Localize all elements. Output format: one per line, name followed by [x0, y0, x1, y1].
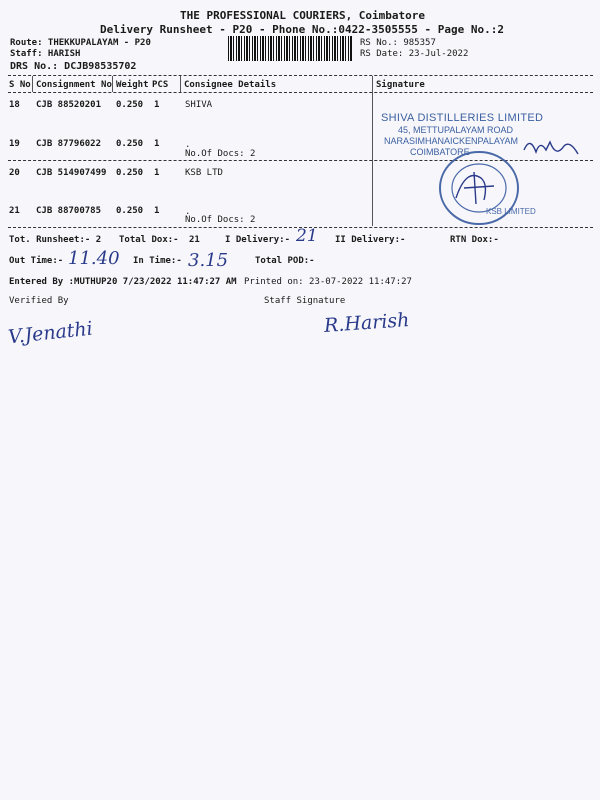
- out-time-value: 11.40: [68, 248, 120, 269]
- row-consignment: CJB 88520201: [36, 100, 102, 110]
- row-consignee: KSB LTD: [185, 168, 223, 178]
- out-time-label: Out Time:-: [9, 256, 64, 266]
- staff-signature-label: Staff Signature: [264, 296, 346, 306]
- seal-text: KSB LIMITED: [486, 207, 536, 216]
- row-consignee: SHIVA: [185, 100, 213, 110]
- barcode: [228, 36, 352, 61]
- row-consignee: .: [185, 207, 191, 217]
- col-header-consignee: Consignee Details: [184, 80, 277, 90]
- rs-number: RS No.: 985357: [360, 38, 436, 48]
- table-top-rule: [8, 75, 593, 76]
- stamp-address-3: COIMBATORE: [410, 147, 470, 157]
- row-docs: No.Of Docs: 2: [185, 149, 256, 159]
- col-header-signature: Signature: [376, 80, 425, 90]
- total-runsheet: Tot. Runsheet:- 2: [9, 235, 102, 245]
- i-delivery-value: 21: [296, 226, 318, 246]
- verified-by-signature: V.Jenathi: [7, 317, 94, 349]
- stamp-company: SHIVA DISTILLERIES LIMITED: [381, 112, 544, 124]
- row-pcs: 1: [154, 168, 160, 178]
- row-weight: 0.250: [116, 100, 144, 110]
- row-pcs: 1: [154, 139, 160, 149]
- verified-by-label: Verified By: [9, 296, 69, 306]
- i-delivery-label: I Delivery:-: [225, 235, 291, 245]
- row-weight: 0.250: [116, 168, 144, 178]
- row-pcs: 1: [154, 206, 160, 216]
- receiver-signature: [520, 132, 582, 162]
- stamp-address-1: 45, METTUPALAYAM ROAD: [398, 125, 514, 135]
- staff-signature: R.Harish: [323, 309, 411, 337]
- ii-delivery-label: II Delivery:-: [335, 235, 406, 245]
- col-header-weight: Weight: [116, 80, 149, 90]
- row-weight: 0.250: [116, 206, 144, 216]
- table-header-rule: [8, 92, 593, 93]
- row-sno: 18: [9, 100, 20, 110]
- in-time-label: In Time:-: [133, 256, 182, 266]
- col-header-sno: S No: [9, 80, 31, 90]
- runsheet-title: Delivery Runsheet - P20 - Phone No.:0422-3505555 - Page No.:2: [100, 23, 504, 36]
- in-time-value: 3.15: [188, 250, 229, 271]
- drs-number: DRS No.: DCJB98535702: [10, 61, 137, 72]
- entered-by: Entered By :MUTHUP20 7/23/2022 11:47:27 AM: [9, 277, 237, 287]
- row-consignment: CJB 514907499: [36, 168, 107, 178]
- row-docs: No.Of Docs: 2: [185, 215, 256, 225]
- rs-date: RS Date: 23-Jul-2022: [360, 49, 469, 59]
- row-sno: 20: [9, 168, 20, 178]
- route-label: Route: THEKKUPALAYAM - P20: [10, 38, 151, 48]
- row-sno: 21: [9, 206, 20, 216]
- row-sno: 19: [9, 139, 20, 149]
- row-consignment: CJB 87796022: [36, 139, 102, 149]
- seal-stamp: [436, 148, 536, 228]
- col-divider: [32, 76, 33, 92]
- col-divider: [372, 76, 373, 226]
- col-header-consignment: Consignment No: [36, 80, 112, 90]
- staff-label: Staff: HARISH: [10, 49, 81, 59]
- col-header-pcs: PCS: [152, 80, 169, 90]
- total-dox-label: Total Dox:-: [119, 235, 179, 245]
- total-dox-value: 21: [189, 235, 200, 245]
- stamp-address-2: NARASIMHANAICKENPALAYAM: [384, 136, 519, 146]
- row-weight: 0.250: [116, 139, 144, 149]
- printed-on: Printed on: 23-07-2022 11:47:27: [244, 277, 412, 287]
- row-consignment: CJB 88700785: [36, 206, 102, 216]
- total-pod-label: Total POD:-: [255, 256, 315, 266]
- col-divider: [180, 76, 181, 92]
- row-pcs: 1: [154, 100, 160, 110]
- col-divider: [112, 76, 113, 92]
- row-consignee: .: [185, 140, 191, 150]
- rtn-dox-label: RTN Dox:-: [450, 235, 499, 245]
- company-name: THE PROFESSIONAL COURIERS, Coimbatore: [180, 9, 426, 22]
